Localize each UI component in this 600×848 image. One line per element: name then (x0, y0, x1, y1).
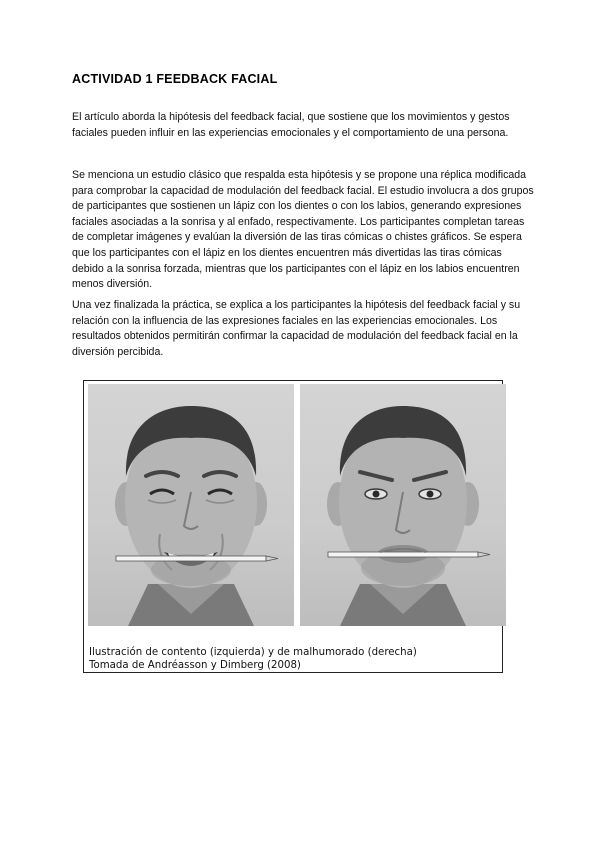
paragraph-intro: El artículo aborda la hipótesis del feedback facial, que sostiene que los movimientos y gestos faciales pueden influir en las experiencias emocionales y el comportamiento de una persona. (72, 111, 510, 139)
figure-caption: Ilustración de contento (izquierda) y de malhumorado (derecha) (89, 647, 417, 658)
paragraph-conclusion: Una vez finalizada la práctica, se explica a los participantes la hipótesis del feedback facial y su relación con la influencia de las expresiones faciales en las experiencias emocionales. Los resultados obtenidos permitirán confirmar la capacidad de modulación del feedback facial en la diversión percibida. (72, 299, 521, 358)
photo-frowning-face (300, 384, 506, 626)
figure-facial-expressions (83, 380, 503, 673)
document-title: ACTIVIDAD 1 FEEDBACK FACIAL (72, 72, 278, 86)
photo-smiling-face (88, 384, 294, 626)
figure-source: Tomada de Andréasson y Dimberg (2008) (89, 660, 301, 671)
paragraph-study: Se menciona un estudio clásico que respalda esta hipótesis y se propone una réplica modificada para comprobar la capacidad de modulación del feedback facial. El estudio involucra a dos grupos de participantes que sostienen un lápiz con los dientes o con los labios, generando expresiones faciales asociadas a la sonrisa y al enfado, respectivamente. Los participantes completan tareas de completar imágenes y evalúan la diversión de las tiras cómicas o chistes gráficos. Se espera que los participantes con el lápiz en los dientes encuentren más divertidas las tiras cómicas debido a la sonrisa forzada, mientras que los participantes con el lápiz en los labios encuentren menos diversión. (72, 169, 534, 291)
